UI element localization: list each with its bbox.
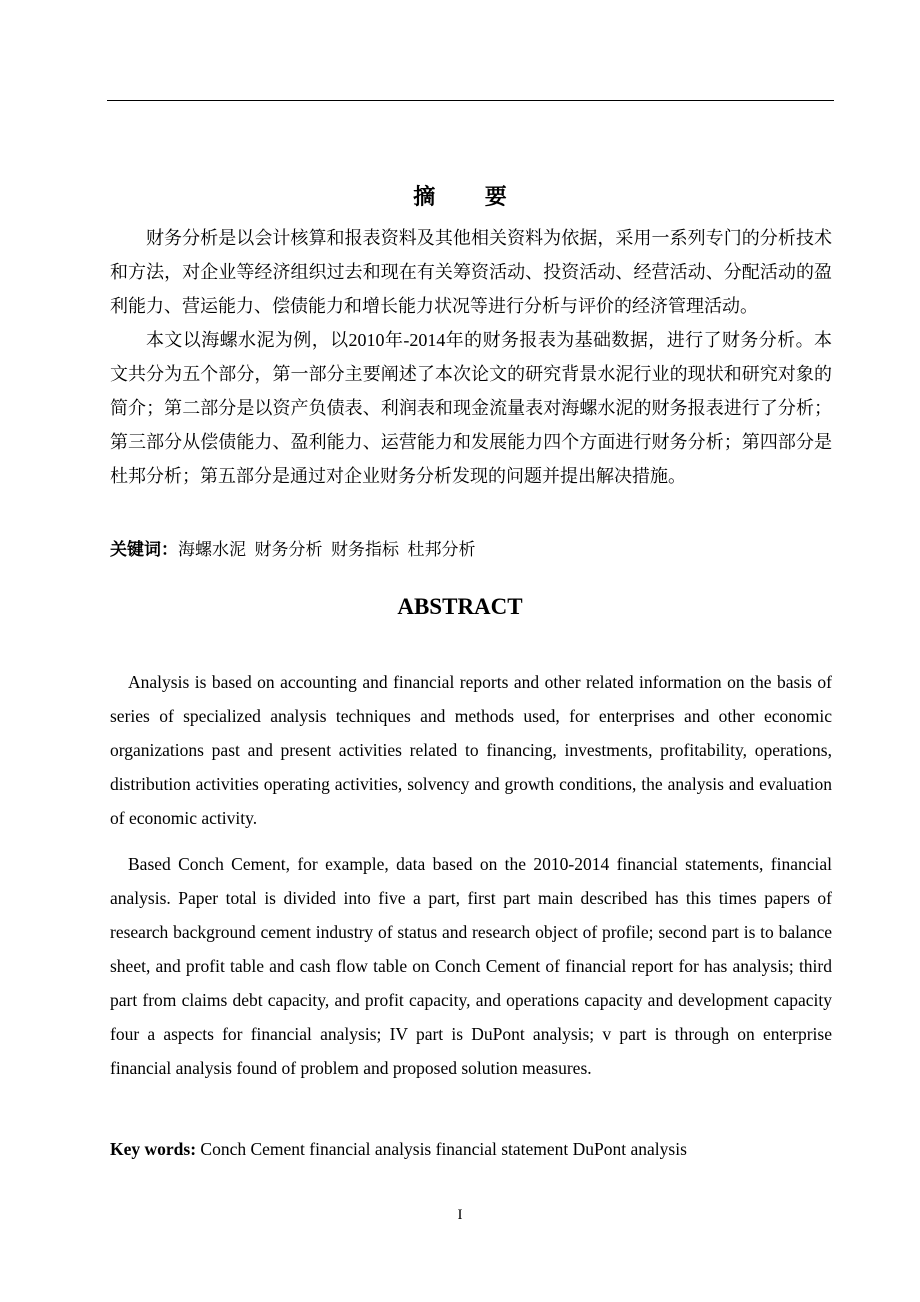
- abstract-en-paragraph: Analysis is based on accounting and financial reports and other related information on the basis of series of specialized analysis techniques and methods used, for enterprises and other economic organizations past and present activities related to financing, investments, profitability, operations, distribution activities operating activities, solvency and growth conditions, the analysis and evaluation of economic activity.: [110, 672, 832, 828]
- abstract-en-title: ABSTRACT: [397, 594, 523, 619]
- abstract-cn-body: [110, 221, 832, 493]
- keywords-cn-value: 海螺水泥 财务分析 财务指标 杜邦分析: [178, 540, 476, 559]
- keywords-cn: [110, 535, 476, 565]
- header-rule: [107, 100, 834, 101]
- keywords-en-value: Conch Cement financial analysis financial statement DuPont analysis: [196, 1139, 687, 1159]
- keywords-cn-label: 关键词：: [110, 540, 178, 559]
- keywords-en: [110, 1134, 687, 1164]
- abstract-cn-paragraph: 本文以海螺水泥为例，以2010年-2014年的财务报表为基础数据，进行了财务分析。本文共分为五个部分，第一部分主要阐述了本次论文的研究背景水泥行业的现状和研究对象的简介；第二部分是以资产负债表、利润表和现金流量表对海螺水泥的财务报表进行了分析；第三部分从偿债能力、盈利能力、运营能力和发展能力四个方面进行财务分析；第四部分是杜邦分析；第五部分是通过对企业财务分析发现的问题并提出解决措施。: [110, 330, 832, 486]
- page-number: I: [457, 1207, 463, 1223]
- keywords-en-label: Key words:: [110, 1139, 197, 1159]
- abstract-cn-title: 摘 要: [413, 184, 529, 209]
- abstract-cn-paragraph: 财务分析是以会计核算和报表资料及其他相关资料为依据，采用一系列专门的分析技术和方法，对企业等经济组织过去和现在有关筹资活动、投资活动、经营活动、分配活动的盈利能力、营运能力、偿债能力和增长能力状况等进行分析与评价的经济管理活动。: [110, 228, 832, 316]
- abstract-en-paragraph: Based Conch Cement, for example, data based on the 2010-2014 financial statements, financial analysis. Paper total is divided into five a part, first part main described has this times papers of research background cement industry of status and research object of profile; second part is to balance sheet, and profit table and cash flow table on Conch Cement of financial report for has analysis; third part from claims debt capacity, and profit capacity, and operations capacity and development capacity four a aspects for financial analysis; IV part is DuPont analysis; v part is through on enterprise financial analysis found of problem and proposed solution measures.: [110, 854, 832, 1078]
